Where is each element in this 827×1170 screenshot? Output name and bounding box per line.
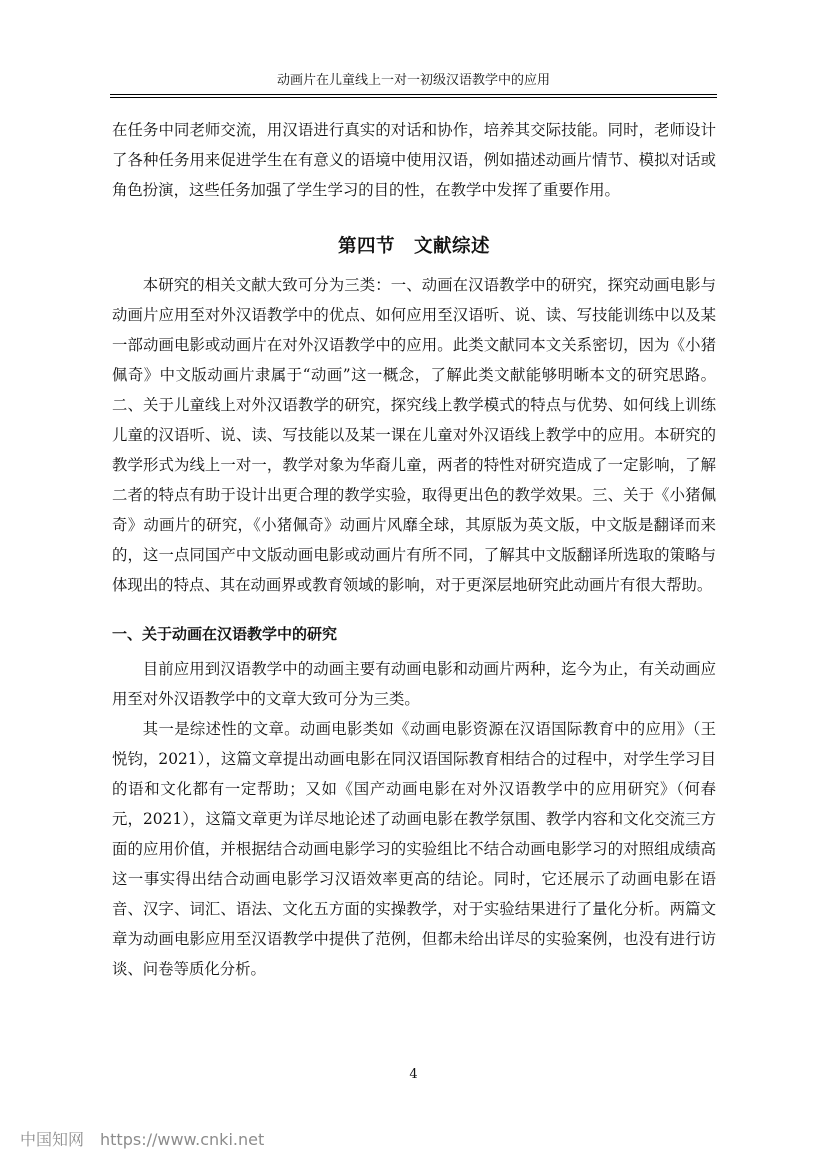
- page-body: [112, 115, 716, 984]
- paragraph-intro: 目前应用到汉语教学中的动画主要有动画电影和动画片两种，迄今为止，有关动画应用至对外汉语教学中的文章大致可分为三类。: [112, 660, 716, 708]
- subsection-heading: 一、关于动画在汉语教学中的研究: [112, 625, 338, 643]
- paragraph-overview: 本研究的相关文献大致可分为三类：一、动画在汉语教学中的研究，探究动画电影与动画片应用至对外汉语教学中的优点、如何应用至汉语听、说、读、写技能训练中以及某一部动画电影或动画片在对外汉语教学中的应用。此类文献同本文关系密切，因为《小猪佩奇》中文版动画片隶属于“动画”这一概念，了解此类文献能够明晰本文的研究思路。二、关于儿童线上对外汉语教学的研究，探究线上教学模式的特点与优势、如何线上训练儿童的汉语听、说、读、写技能以及某一课在儿童对外汉语线上教学中的应用。本研究的教学形式为线上一对一，教学对象为华裔儿童，两者的特性对研究造成了一定影响，了解二者的特点有助于设计出更合理的教学实验，取得更出色的教学效果。三、关于《小猪佩奇》动画片的研究，《小猪佩奇》动画片风靡全球，其原版为英文版，中文版是翻译而来的，这一点同国产中文版动画电影或动画片有所不同，了解其中文版翻译所选取的策略与体现出的特点、其在动画界或教育领域的影响，对于更深层地研究此动画片有很大帮助。: [112, 276, 716, 594]
- section-heading: 第四节 文献综述: [337, 236, 490, 257]
- watermark-brand: 中国知网: [20, 1130, 85, 1149]
- watermark-url[interactable]: https://www.cnki.net: [100, 1130, 265, 1149]
- paragraph-review: 其一是综述性的文章。动画电影类如《动画电影资源在汉语国际教育中的应用》（王悦钧，2021），这篇文章提出动画电影在同汉语国际教育相结合的过程中，对学生学习目的语和文化都有一定帮助；又如《国产动画电影在对外汉语教学中的应用研究》（何春元，2021），这篇文章更为详尽地论述了动画电影在教学氛围、教学内容和文化交流三方面的应用价值，并根据结合动画电影学习的实验组比不结合动画电影学习的对照组成绩高这一事实得出结合动画电影学习汉语效率更高的结论。同时，它还展示了动画电影在语音、汉字、词汇、语法、文化五方面的实操教学，对于实验结果进行了量化分析。两篇文章为动画电影应用至汉语教学中提供了范例，但都未给出详尽的实验案例，也没有进行访谈、问卷等质化分析。: [112, 720, 716, 978]
- paragraph-continued: 在任务中同老师交流，用汉语进行真实的对话和协作，培养其交际技能。同时，老师设计了各种任务用来促进学生在有意义的语境中使用汉语，例如描述动画片情节、模拟对话或角色扮演，这些任务加强了学生学习的目的性，在教学中发挥了重要作用。: [112, 121, 716, 199]
- cnki-watermark: [20, 1127, 264, 1150]
- header-rule: [110, 94, 717, 98]
- running-header: 动画片在儿童线上一对一初级汉语教学中的应用: [276, 73, 550, 88]
- page-number: 4: [409, 1067, 418, 1082]
